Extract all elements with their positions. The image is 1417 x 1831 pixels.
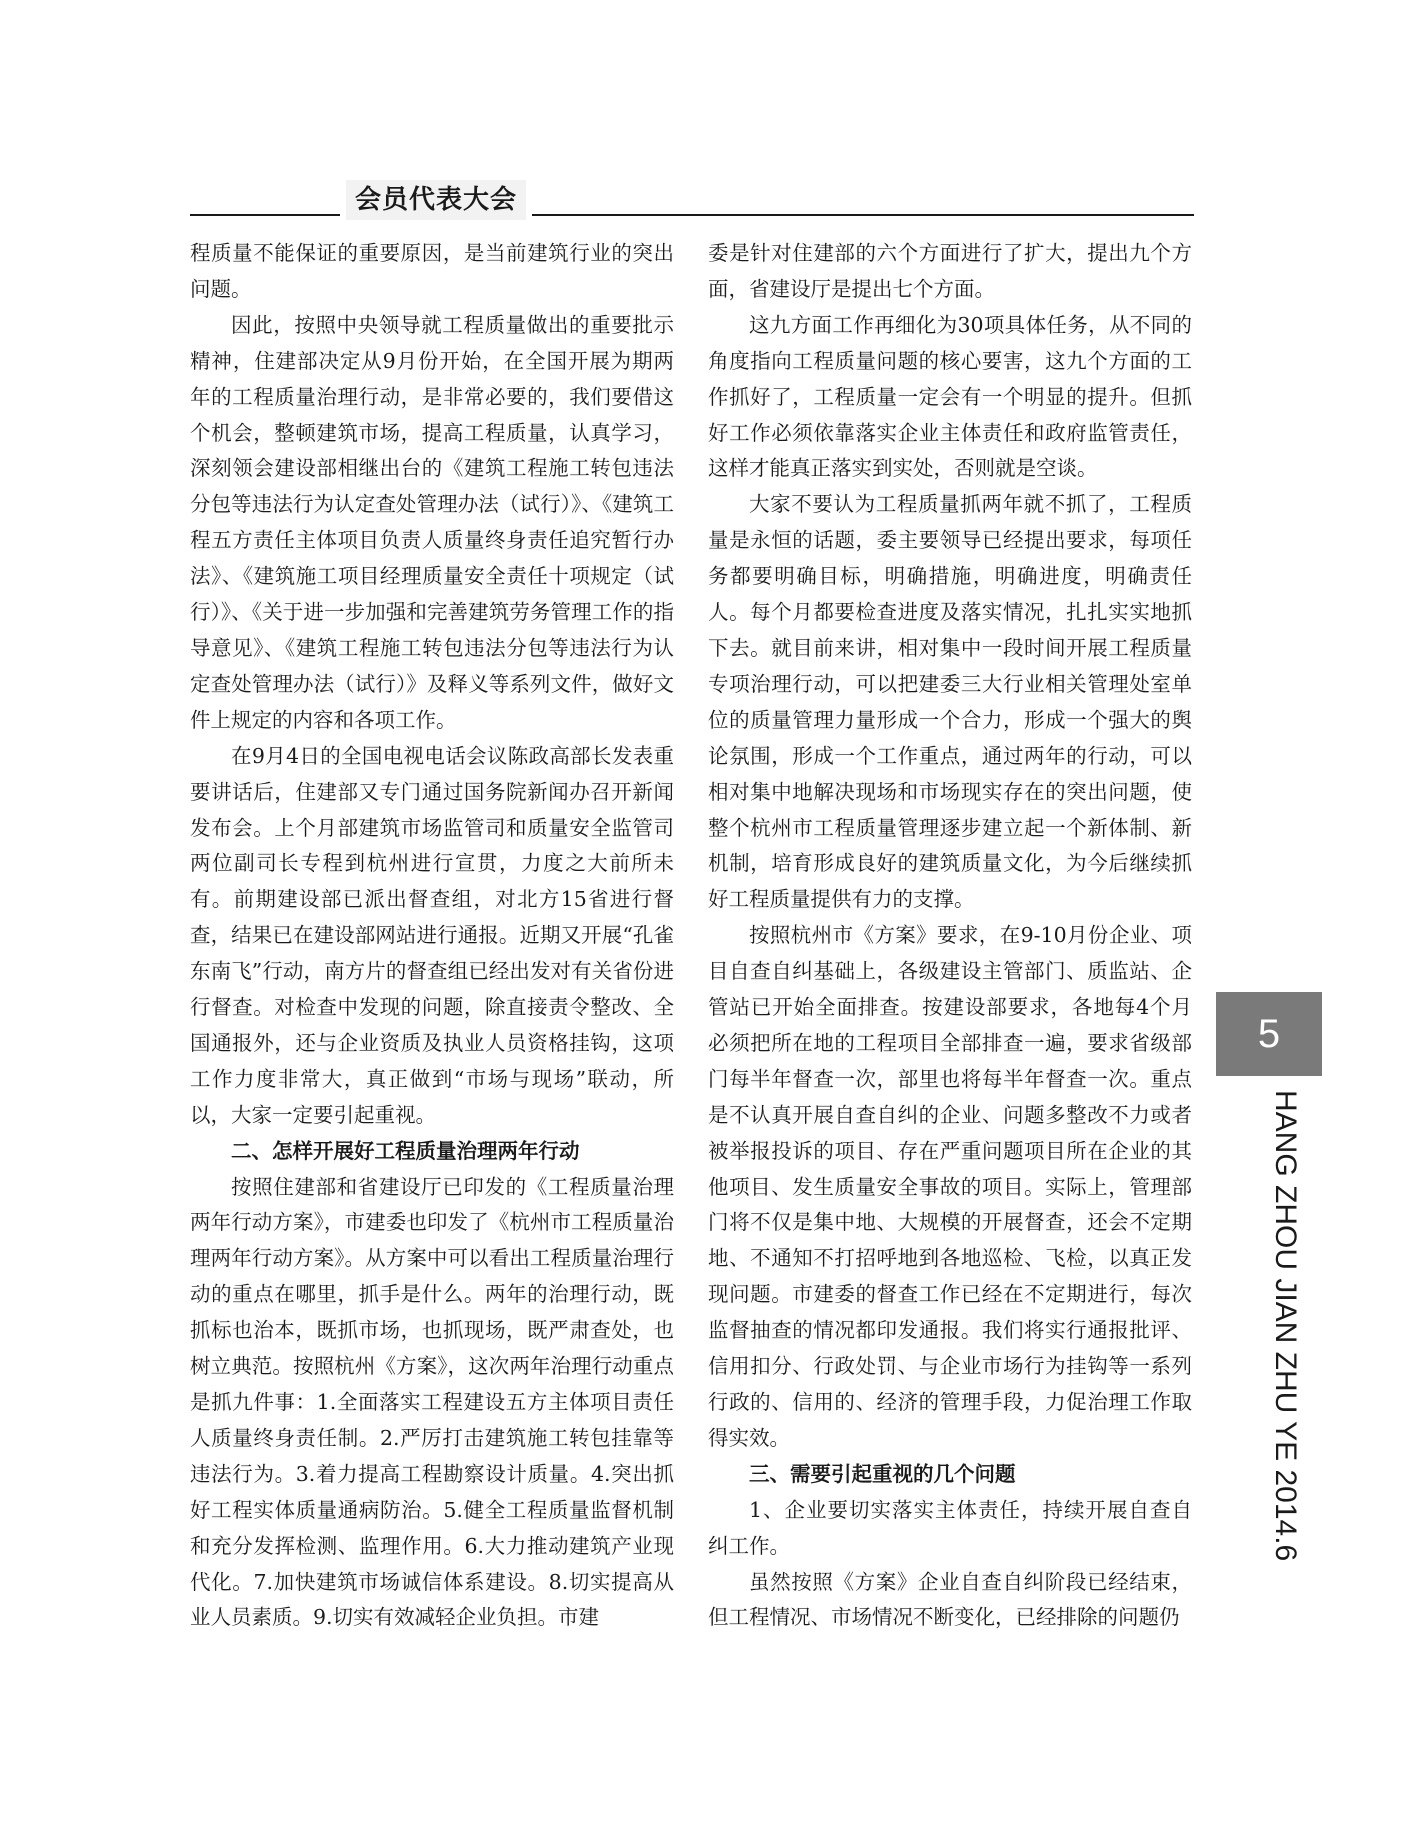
right-column (708, 236, 1192, 1636)
paragraph: 按照杭州市《方案》要求，在9-10月份企业、项目自查自纠基础上，各级建设主管部门、质监站、企管站已开始全面排查。按建设部要求，各地每4个月必须把所在地的工程项目全部排查一遍，要求省级部门每半年督查一次，部里也将每半年督查一次。重点是不认真开展自查自纠的企业、问题多整改不力或者被举报投诉的项目、存在严重问题项目所在企业的其他项目、发生质量安全事故的项目。实际上，管理部门将不仅是集中地、大规模的开展督查，还会不定期地、不通知不打招呼地到各地巡检、飞检，以真正发现问题。市建委的督查工作已经在不定期进行，每次监督抽查的情况都印发通报。我们将实行通报批评、信用扣分、行政处罚、与企业市场行为挂钩等一系列行政的、信用的、经济的管理手段，力促治理工作取得实效。 (708, 923, 1192, 1450)
paragraph: 1、企业要切实落实主体责任，持续开展自查自纠工作。 (708, 1497, 1192, 1558)
paragraph: 委是针对住建部的六个方面进行了扩大，提出九个方面，省建设厅是提出七个方面。 (708, 241, 1192, 301)
paragraph: 这九方面工作再细化为30项具体任务，从不同的角度指向工程质量问题的核心要害，这九个方面的工作抓好了，工程质量一定会有一个明显的提升。但抓好工作必须依靠落实企业主体责任和政府监管责任，这样才能真正落实到实处，否则就是空谈。 (708, 312, 1192, 481)
running-title: HANG ZHOU JIAN ZHU YE 2014.6 (1269, 1090, 1302, 1562)
section-title: 会员代表大会 (346, 180, 526, 220)
page-number: 5 (1257, 1012, 1281, 1056)
paragraph: 在9月4日的全国电视电话会议陈政高部长发表重要讲话后，住建部又专门通过国务院新闻办召开新闻发布会。上个月部建筑市场监管司和质量安全监管司两位副司长专程到杭州进行宣贯，力度之大前所未有。前期建设部已派出督查组，对北方15省进行督查，结果已在建设部网站进行通报。近期又开展“孔雀东南飞”行动，南方片的督查组已经出发对有关省份进行督查。对检查中发现的问题，除直接责令整改、全国通报外，还与企业资质及执业人员资格挂钩，这项工作力度非常大，真正做到“市场与现场”联动，所以，大家一定要引起重视。 (190, 743, 674, 1127)
paragraph: 因此，按照中央领导就工程质量做出的重要批示精神，住建部决定从9月份开始，在全国开展为期两年的工程质量治理行动，是非常必要的，我们要借这个机会，整顿建筑市场，提高工程质量，认真学习，深刻领会建设部相继出台的《建筑工程施工转包违法分包等违法行为认定查处管理办法（试行）》、《建筑工程五方责任主体项目负责人质量终身责任追究暂行办法》、《建筑施工项目经理质量安全责任十项规定（试行）》、《关于进一步加强和完善建筑劳务管理工作的指导意见》、《建筑工程施工转包违法分包等违法行为认定查处管理办法（试行）》及释义等系列文件，做好文件上规定的内容和各项工作。 (190, 312, 674, 732)
section-heading-two: 二、怎样开展好工程质量治理两年行动 (231, 1138, 580, 1163)
paragraph: 虽然按照《方案》企业自查自纠阶段已经结束，但工程情况、市场情况不断变化，已经排除的问题仍 (708, 1569, 1192, 1630)
header-rule-right (532, 214, 1194, 216)
left-column (190, 236, 674, 1636)
paragraph: 按照住建部和省建设厅已印发的《工程质量治理两年行动方案》，市建委也印发了《杭州市工程质量治理两年行动方案》。从方案中可以看出工程质量治理行动的重点在哪里，抓手是什么。两年的治理行动，既抓标也治本，既抓市场，也抓现场，既严肃查处，也树立典范。按照杭州《方案》，这次两年治理行动重点是抓九件事：1.全面落实工程建设五方主体项目责任人质量终身责任制。2.严厉打击建筑施工转包挂靠等违法行为。3.着力提高工程勘察设计质量。4.突出抓好工程实体质量通病防治。5.健全工程质量监督机制和充分发挥检测、监理作用。6.大力推动建筑产业现代化。7.加快建筑市场诚信体系建设。8.切实提高从业人员素质。9.切实有效减轻企业负担。市建 (190, 1174, 674, 1630)
header-rule-left (190, 214, 340, 216)
page-number-box (1216, 992, 1322, 1076)
section-heading-three: 三、需要引起重视的几个问题 (749, 1461, 1016, 1486)
paragraph: 大家不要认为工程质量抓两年就不抓了，工程质量是永恒的话题，委主要领导已经提出要求，每项任务都要明确目标，明确措施，明确进度，明确责任人。每个月都要检查进度及落实情况，扎扎实实地抓下去。就目前来讲，相对集中一段时间开展工程质量专项治理行动，可以把建委三大行业相关管理处室单位的质量管理力量形成一个合力，形成一个强大的舆论氛围，形成一个工作重点，通过两年的行动，可以相对集中地解决现场和市场现实存在的突出问题，使整个杭州市工程质量管理逐步建立起一个新体制、新机制，培育形成良好的建筑质量文化，为今后继续抓好工程质量提供有力的支撑。 (708, 492, 1192, 912)
paragraph: 程质量不能保证的重要原因，是当前建筑行业的突出问题。 (190, 241, 674, 301)
